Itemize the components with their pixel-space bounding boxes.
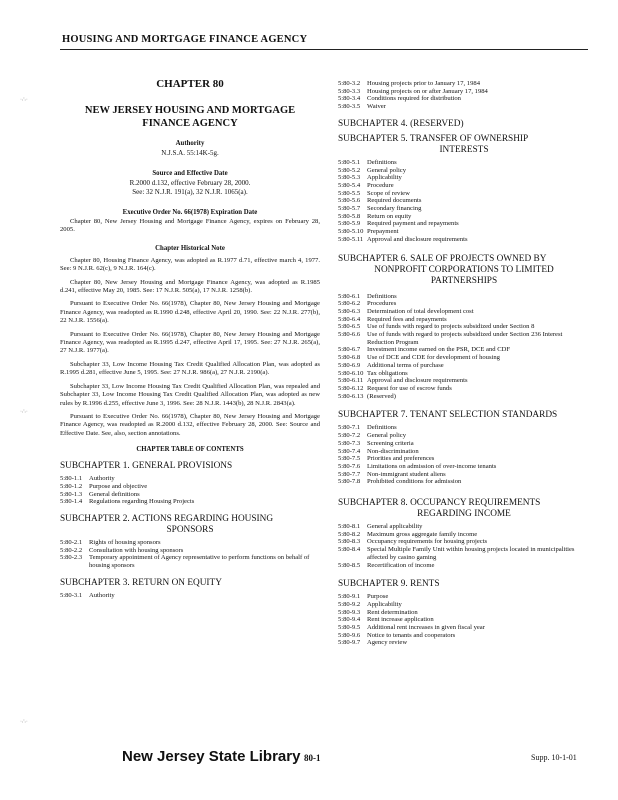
section-number: 5:80-6.10 xyxy=(338,369,364,377)
source-heading: Source and Effective Date xyxy=(152,170,228,177)
toc-entry xyxy=(338,424,590,432)
subchapter-title: SUBCHAPTER 4. (RESERVED) xyxy=(338,118,464,129)
toc-entry xyxy=(338,346,590,354)
authority-heading: Authority xyxy=(175,140,205,147)
section-title: Use of funds with regard to projects subsidized under Section 8 xyxy=(367,323,535,331)
section-title: Definitions xyxy=(367,424,397,432)
section-number: 5:80-3.4 xyxy=(338,95,361,103)
section-number: 5:80-3.2 xyxy=(338,80,361,87)
toc-entry xyxy=(338,167,590,175)
toc-entry xyxy=(338,377,590,385)
section-number: 5:80-5.8 xyxy=(338,212,361,220)
section-number: 5:80-8.4 xyxy=(338,546,361,554)
section-title: Non-immigrant student aliens xyxy=(367,470,446,478)
section-number: 5:80-1.1 xyxy=(60,475,83,483)
section-title: Rights of housing sponsors xyxy=(89,538,161,546)
subchapter-title: SUBCHAPTER 2. ACTIONS REGARDING HOUSING SPONSORS xyxy=(60,513,274,535)
section-number: 5:80-5.2 xyxy=(338,166,361,174)
toc-entry xyxy=(338,159,590,167)
toc-entry xyxy=(338,300,590,308)
section-number: 5:80-9.1 xyxy=(338,593,361,601)
section-title: Notice to tenants and cooperators xyxy=(367,631,456,639)
running-head: HOUSING AND MORTGAGE FINANCE AGENCY xyxy=(62,34,308,45)
history-paragraph: Subchapter 33, Low Income Housing Tax Credit Qualified Allocation Plan, was repealed and Subchapter 33, Low Income Housing Tax Credit Qualified Allocation Plan, was adopted as new rules by R.1996 d.255, effective June 3, 1996. See: 28 N.J.R. 1443(b), 28 N.J.R. 2843(a). xyxy=(60,382,320,407)
section-title: Occupancy requirements for housing projects xyxy=(367,538,488,546)
section-number: 5:80-1.2 xyxy=(60,482,83,490)
section-title: Secondary financing xyxy=(367,205,422,213)
toc-list xyxy=(60,475,320,506)
toc-entry xyxy=(338,205,590,213)
section-title: Screening criteria xyxy=(367,439,414,447)
section-number: 5:80-5.1 xyxy=(338,158,361,166)
section-number: 5:80-3.3 xyxy=(338,87,361,95)
section-title: Consultation with housing sponsors xyxy=(89,546,184,554)
section-title: Agency review xyxy=(367,639,408,647)
toc-list xyxy=(338,80,590,111)
section-title: Additional rent increases in given fiscal year xyxy=(367,624,485,632)
section-number: 5:80-1.3 xyxy=(60,490,83,498)
section-title: General applicability xyxy=(367,523,423,531)
toc-entry xyxy=(338,316,590,324)
toc-heading: CHAPTER TABLE OF CONTENTS xyxy=(136,446,244,454)
history-paragraph: Pursuant to Executive Order No. 66(1978), Chapter 80, New Jersey Housing and Mortgage Finance Agency, was readopted as R.1990 d.248, effective April 20, 1990. See: 22 N.J.R. 277(b), 22 N.J.R. 1556(a). xyxy=(60,300,320,325)
section-number: 5:80-7.8 xyxy=(338,478,361,486)
header-rule xyxy=(60,49,588,50)
scan-mark: ·∴· xyxy=(20,719,28,725)
toc-entry xyxy=(60,498,320,506)
section-number: 5:80-6.11 xyxy=(338,377,364,385)
section-title: Priorities and preferences xyxy=(367,455,435,463)
chapter-title: NEW JERSEY HOUSING AND MORTGAGE FINANCE AGENCY xyxy=(84,105,296,129)
section-title: Waiver xyxy=(367,103,386,111)
toc-list xyxy=(60,592,320,600)
section-number: 5:80-6.12 xyxy=(338,384,364,392)
section-title: Regulations regarding Housing Projects xyxy=(89,498,195,506)
section-number: 5:80-5.10 xyxy=(338,228,364,236)
section-number: 5:80-6.5 xyxy=(338,323,361,331)
toc-entry xyxy=(60,554,320,569)
section-number: 5:80-6.1 xyxy=(338,292,361,300)
section-title: Use of DCE and CDE for development of housing xyxy=(367,354,500,362)
toc-entry xyxy=(338,236,590,244)
toc-entry xyxy=(60,483,320,491)
toc-list xyxy=(60,539,320,570)
section-title: Special Multiple Family Unit within housing projects located in municipalities affected by casino gaming xyxy=(367,546,575,561)
section-number: 5:80-6.6 xyxy=(338,331,361,339)
toc-entry xyxy=(338,354,590,362)
history-heading: Chapter Historical Note xyxy=(155,244,225,252)
section-title: Tax obligations xyxy=(367,369,408,377)
section-number: 5:80-1.4 xyxy=(60,498,83,506)
toc-list xyxy=(338,593,590,647)
section-title: Applicability xyxy=(367,174,402,182)
section-number: 5:80-5.3 xyxy=(338,174,361,182)
right-column xyxy=(338,80,590,647)
toc-entry xyxy=(338,197,590,205)
section-title: Request for use of escrow funds xyxy=(367,384,452,392)
toc-entry xyxy=(60,547,320,555)
section-number: 5:80-3.1 xyxy=(60,591,83,599)
toc-entry xyxy=(338,88,590,96)
exec-order-heading: Executive Order No. 66(1978) Expiration Date xyxy=(122,209,258,216)
toc-entry xyxy=(338,538,590,546)
toc-entry xyxy=(338,393,590,401)
section-number: 5:80-6.8 xyxy=(338,354,361,362)
toc-entry xyxy=(338,463,590,471)
section-number: 5:80-8.3 xyxy=(338,538,361,546)
section-title: Purpose xyxy=(367,593,389,601)
subchapter-title: SUBCHAPTER 7. TENANT SELECTION STANDARDS xyxy=(338,410,558,421)
section-number: 5:80-7.1 xyxy=(338,424,361,432)
section-number: 5:80-5.9 xyxy=(338,220,361,228)
section-title: Housing projects prior to January 17, 1984 xyxy=(367,80,480,87)
toc-entry xyxy=(338,80,590,88)
toc-entry xyxy=(338,432,590,440)
library-stamp: New Jersey State Library xyxy=(122,748,301,765)
section-title: Authority xyxy=(89,475,115,483)
section-title: Housing projects on or after January 17, 1984 xyxy=(367,87,488,95)
toc-entry xyxy=(338,632,590,640)
section-title: Return on equity xyxy=(367,212,412,220)
history-paragraph: Chapter 80, New Jersey Housing and Mortgage Finance Agency, was adopted as R.1985 d.241, effective May 20, 1985. See: 17 N.J.R. 505(a), 17 N.J.R. 1258(b). xyxy=(60,278,320,295)
subchapter-title: SUBCHAPTER 3. RETURN ON EQUITY xyxy=(60,577,222,588)
section-number: 5:80-9.7 xyxy=(338,639,361,647)
section-title: Required documents xyxy=(367,197,422,205)
section-number: 5:80-7.6 xyxy=(338,462,361,470)
section-title: Approval and disclosure requirements xyxy=(367,377,468,385)
section-number: 5:80-9.6 xyxy=(338,631,361,639)
section-number: 5:80-6.7 xyxy=(338,346,361,354)
section-number: 5:80-5.6 xyxy=(338,197,361,205)
toc-entry xyxy=(338,455,590,463)
section-number: 5:80-2.1 xyxy=(60,538,83,546)
section-title: Definitions xyxy=(367,158,397,166)
history-paragraph: Pursuant to Executive Order No. 66(1978), Chapter 80, New Jersey Housing and Mortgage Finance Agency, was readopted as R.1995 d.247, effective April 17, 1995. See: 27 N.J.R. 265(a), 27 N.J.R. 1977(a). xyxy=(60,330,320,355)
section-title: Recertification of income xyxy=(367,561,435,569)
source-line: R.2000 d.132, effective February 28, 2000. xyxy=(129,179,251,187)
supplement-date: Supp. 10-1-01 xyxy=(531,753,577,762)
exec-order-text: Chapter 80, New Jersey Housing and Mortgage Finance Agency, expires on February 28, 2005. xyxy=(60,218,320,234)
toc-entry xyxy=(338,182,590,190)
toc-entry xyxy=(338,323,590,331)
section-title: Determination of total development cost xyxy=(367,307,474,315)
history-notes xyxy=(60,257,320,438)
page-number: 80-1 xyxy=(304,753,321,763)
toc-entry xyxy=(338,293,590,301)
toc-entry xyxy=(338,448,590,456)
section-title: Required payment and repayments xyxy=(367,220,459,228)
toc-entry xyxy=(338,213,590,221)
subchapter-title: SUBCHAPTER 9. RENTS xyxy=(338,579,440,590)
section-number: 5:80-9.5 xyxy=(338,624,361,632)
section-number: 5:80-8.1 xyxy=(338,523,361,531)
section-title: Scope of review xyxy=(367,189,410,197)
chapter-number: CHAPTER 80 xyxy=(156,78,224,90)
scan-mark: ·∴· xyxy=(20,97,28,103)
toc-entry xyxy=(338,220,590,228)
section-title: Required fees and repayments xyxy=(367,315,447,323)
toc-entry xyxy=(338,440,590,448)
toc-entry xyxy=(338,523,590,531)
authority-text: N.J.S.A. 55:14K-5g. xyxy=(161,149,219,157)
toc-entry xyxy=(338,639,590,647)
section-title: Purpose and objective xyxy=(89,482,148,490)
history-paragraph: Pursuant to Executive Order No. 66(1978), Chapter 80, New Jersey Housing and Mortgage Finance Agency, was readopted as R.2000 d.132, effective February 28, 2000. See: Source and Effective Date. See, also, section annotations. xyxy=(60,412,320,437)
section-number: 5:80-8.5 xyxy=(338,561,361,569)
history-paragraph: Chapter 80, Housing Finance Agency, was adopted as R.1977 d.71, effective march 4, 1977. See: 9 N.J.R. 62(c), 9 N.J.R. 164(c). xyxy=(60,256,320,273)
toc-entry xyxy=(338,331,590,346)
section-title: Approval and disclosure requirements xyxy=(367,235,468,243)
subchapter-title: SUBCHAPTER 5. TRANSFER OF OWNERSHIP INTERESTS xyxy=(338,133,529,155)
section-number: 5:80-6.3 xyxy=(338,307,361,315)
section-title: Applicability xyxy=(367,600,402,608)
section-title: General policy xyxy=(367,166,406,174)
section-title: Conditions required for distribution xyxy=(367,95,461,103)
section-title: Temporary appointment of Agency representative to perform functions on behalf of housing sponsors xyxy=(89,554,310,570)
toc-entry xyxy=(338,562,590,570)
section-number: 5:80-9.3 xyxy=(338,608,361,616)
toc-entry xyxy=(338,174,590,182)
toc-list xyxy=(338,424,590,486)
section-number: 5:80-7.4 xyxy=(338,447,361,455)
section-number: 5:80-5.7 xyxy=(338,205,361,213)
toc-entry xyxy=(338,95,590,103)
left-column xyxy=(60,78,320,599)
subchapter-title: SUBCHAPTER 8. OCCUPANCY REQUIREMENTS REGARDING INCOME xyxy=(338,498,541,520)
section-title: Maximum gross aggregate family income xyxy=(367,530,478,538)
toc-list xyxy=(338,293,590,401)
subchapter-title: SUBCHAPTER 1. GENERAL PROVISIONS xyxy=(60,461,233,472)
toc-entry xyxy=(338,228,590,236)
subchapter-title: SUBCHAPTER 6. SALE OF PROJECTS OWNED BY NONPROFIT CORPORATIONS TO LIMITED PARTNERSHIPS xyxy=(338,253,554,286)
section-number: 5:80-2.2 xyxy=(60,546,83,554)
section-number: 5:80-2.3 xyxy=(60,554,83,562)
source-line: See: 32 N.J.R. 191(a), 32 N.J.R. 1065(a). xyxy=(132,188,248,196)
toc-list xyxy=(338,523,590,569)
toc-entry xyxy=(338,546,590,561)
toc-entry xyxy=(338,593,590,601)
section-number: 5:80-6.9 xyxy=(338,361,361,369)
history-paragraph: Subchapter 33, Low Income Housing Tax Credit Qualified Allocation Plan, was adopted as R.1995 d.281, effective June 5, 1995. See: 27 N.J.R. 986(a), 27 N.J.R. 2190(a). xyxy=(60,360,320,377)
section-number: 5:80-9.4 xyxy=(338,616,361,624)
section-title: Rent increase application xyxy=(367,616,434,624)
section-title: Investment income earned on the PSR, DCE and CDF xyxy=(367,346,511,354)
section-title: Rent determination xyxy=(367,608,418,616)
toc-entry xyxy=(338,362,590,370)
section-number: 5:80-5.4 xyxy=(338,181,361,189)
section-title: Authority xyxy=(89,591,115,599)
section-number: 5:80-7.3 xyxy=(338,439,361,447)
section-title: Prohibited conditions for admission xyxy=(367,478,462,486)
section-number: 5:80-6.2 xyxy=(338,300,361,308)
section-title: Limitations on admission of over-income tenants xyxy=(367,462,497,470)
toc-list xyxy=(338,159,590,244)
section-number: 5:80-7.2 xyxy=(338,432,361,440)
section-number: 5:80-5.5 xyxy=(338,189,361,197)
toc-entry xyxy=(338,624,590,632)
toc-entry xyxy=(60,475,320,483)
section-number: 5:80-7.7 xyxy=(338,470,361,478)
section-number: 5:80-7.5 xyxy=(338,455,361,463)
toc-entry xyxy=(60,592,320,600)
toc-entry xyxy=(338,531,590,539)
section-number: 5:80-6.4 xyxy=(338,315,361,323)
section-title: Non-discrimination xyxy=(367,447,419,455)
toc-entry xyxy=(338,308,590,316)
toc-entry xyxy=(338,103,590,111)
section-number: 5:80-6.13 xyxy=(338,392,364,400)
section-title: General policy xyxy=(367,432,406,440)
section-title: (Reserved) xyxy=(367,392,396,400)
section-title: Prepayment xyxy=(367,228,399,236)
section-title: Procedure xyxy=(367,181,394,189)
toc-entry xyxy=(338,190,590,198)
toc-entry xyxy=(60,539,320,547)
section-title: Definitions xyxy=(367,292,397,300)
section-number: 5:80-8.2 xyxy=(338,530,361,538)
toc-entry xyxy=(338,616,590,624)
toc-entry xyxy=(338,601,590,609)
scan-mark: ·∴· xyxy=(20,409,28,415)
toc-entry xyxy=(338,478,590,486)
toc-entry xyxy=(338,471,590,479)
toc-entry xyxy=(338,370,590,378)
toc-entry xyxy=(338,385,590,393)
section-number: 5:80-3.5 xyxy=(338,103,361,111)
toc-entry xyxy=(60,491,320,499)
section-title: Procedures xyxy=(367,300,397,308)
section-number: 5:80-5.11 xyxy=(338,235,364,243)
section-title: General definitions xyxy=(89,490,140,498)
section-title: Use of funds with regard to projects subsidized under Section 236 Interest Reduction Program xyxy=(367,331,563,346)
toc-entry xyxy=(338,609,590,617)
section-number: 5:80-9.2 xyxy=(338,600,361,608)
section-title: Additional terms of purchase xyxy=(367,361,444,369)
